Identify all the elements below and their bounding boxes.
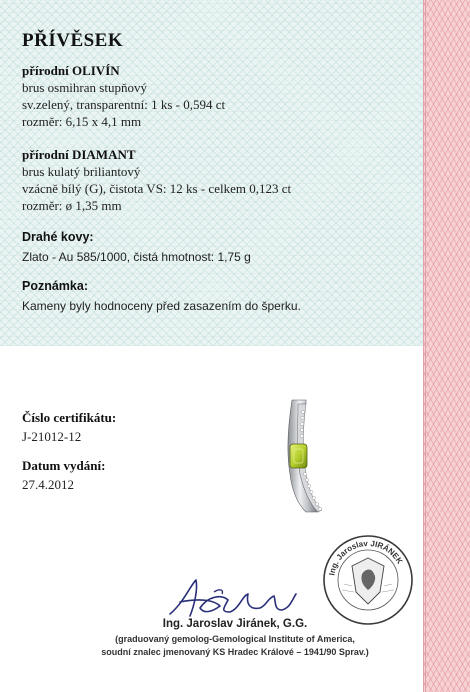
- poznamka-value: Kameny byly hodnoceny před zasazením do šperku.: [22, 299, 301, 313]
- kovy-value: Zlato - Au 585/1000, čistá hmotnost: 1,75 g: [22, 250, 251, 264]
- datum-heading: Datum vydání:: [22, 458, 106, 473]
- diamant-size: rozměr: ø 1,35 mm: [22, 198, 122, 213]
- olivin-size: rozměr: 6,15 x 4,1 mm: [22, 114, 142, 129]
- signer-credentials: (graduovaný gemolog-Gemological Institute of America,: [115, 634, 355, 644]
- signer-court-expert: soudní znalec jmenovaný KS Hradec Králové – 1941/90 Sprav.): [101, 647, 369, 657]
- seal-text: Ing. Jaroslav JIRÁNEK: [327, 538, 405, 577]
- poznamka-section: [22, 278, 301, 315]
- olivin-color-weight: sv.zelený, transparentní: 1 ks - 0,594 ct: [22, 97, 226, 112]
- kovy-heading: Drahé kovy:: [22, 230, 94, 244]
- signer-name: Ing. Jaroslav Jiránek, G.G.: [162, 618, 308, 630]
- kovy-section: [22, 229, 251, 266]
- certifikat-section: [22, 409, 116, 445]
- diamant-heading: přírodní DIAMANT: [22, 147, 136, 162]
- decorative-side-band: [423, 0, 470, 692]
- olivin-cut: brus osmihran stupňový: [22, 80, 147, 95]
- diamant-cut: brus kulatý briliantový: [22, 164, 141, 179]
- certifikat-number: J-21012-12: [22, 429, 82, 444]
- olivin-section: [22, 62, 225, 130]
- datum-value: 27.4.2012: [22, 477, 74, 492]
- certifikat-heading: Číslo certifikátu:: [22, 410, 117, 425]
- poznamka-heading: Poznámka:: [22, 279, 88, 293]
- pendant-image: [262, 396, 332, 516]
- datum-section: [22, 457, 105, 493]
- stamp-seal: [322, 534, 414, 626]
- signature: [150, 572, 310, 622]
- diamant-section: [22, 146, 291, 214]
- document-title: PŘÍVĚSEK: [22, 30, 124, 51]
- olivin-heading: přírodní OLIVÍN: [22, 63, 120, 78]
- diamant-color-weight: vzácně bílý (G), čistota VS: 12 ks - celkem 0,123 ct: [22, 181, 292, 196]
